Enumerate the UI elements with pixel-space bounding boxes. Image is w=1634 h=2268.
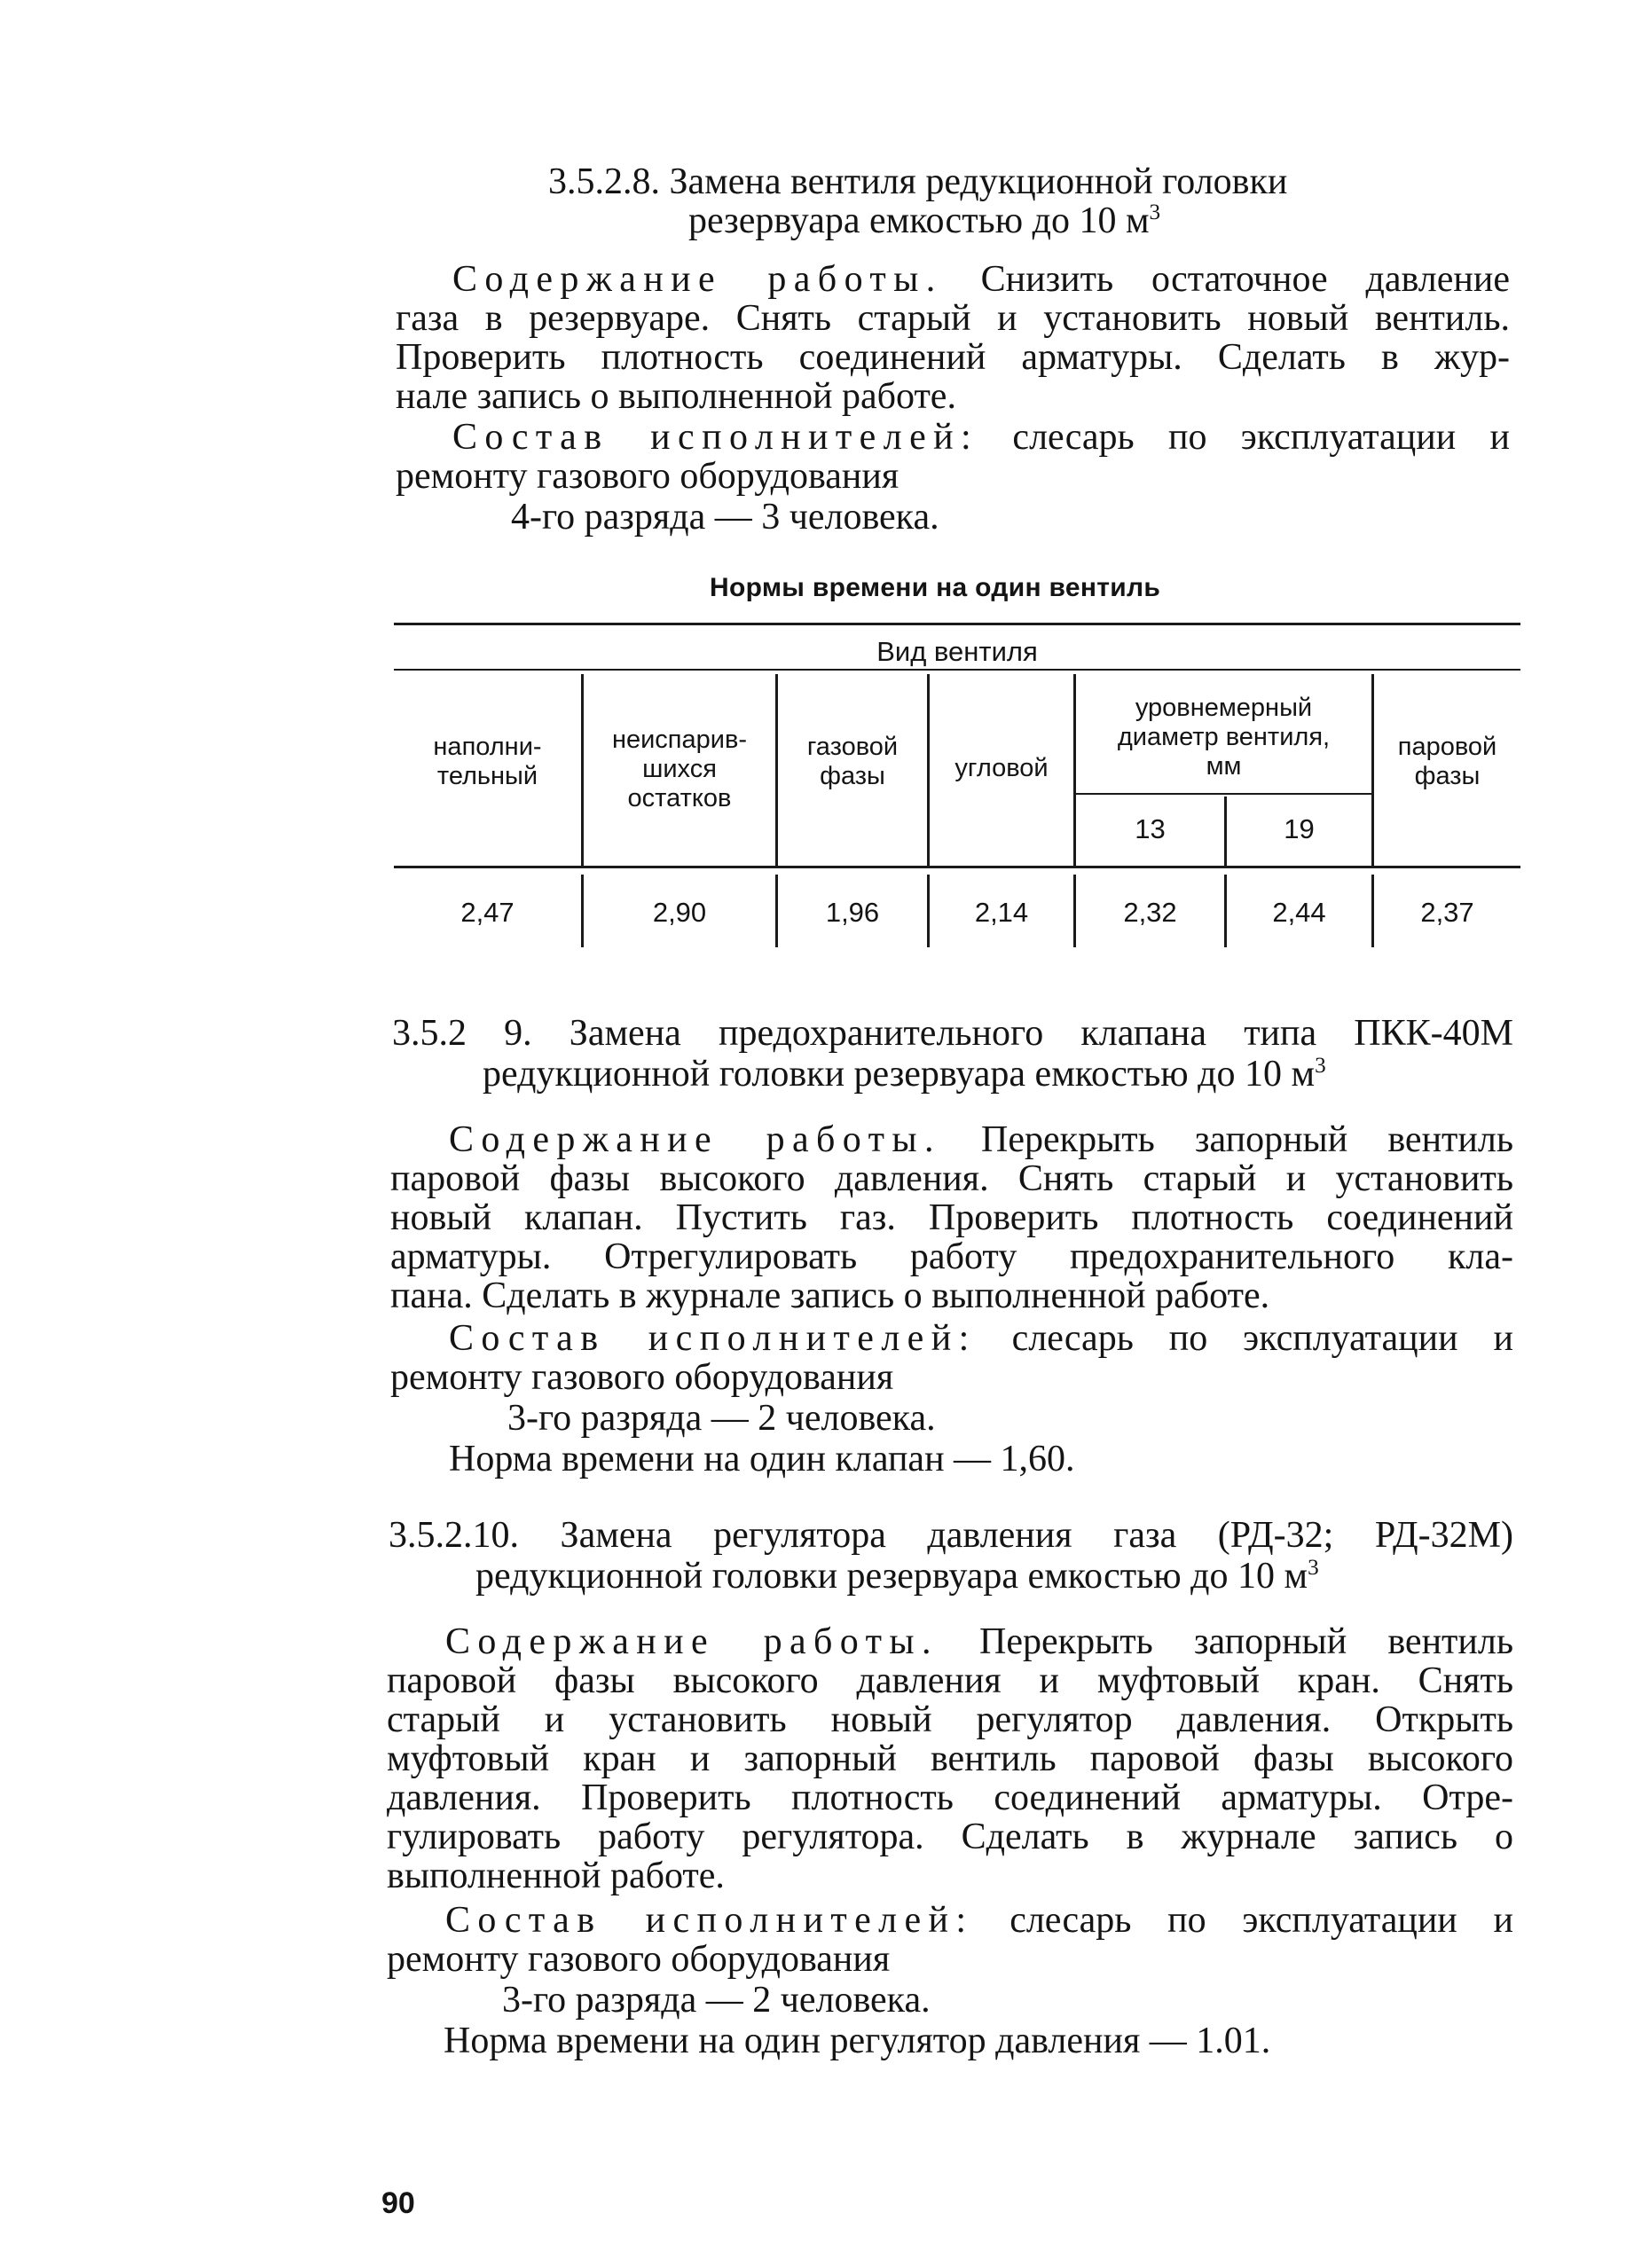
section-3-content-line6: гулировать работу регулятора. Сделать в журнале запись о [387,1817,1513,1857]
section-2-staff-line1: Состав исполнителей: слесарь по эксплуатации и [449,1318,1513,1359]
section-2-staff-line2: ремонту газового оборудования [390,1357,894,1398]
table-cell: 2,44 [1272,897,1326,928]
section-3-content-line2: паровой фазы высокого давления и муфтовый кран. Снять [387,1660,1513,1701]
col-header-level-gauge: уровнемерный диаметр вентиля, мм [1117,694,1331,781]
table-group-rule [394,669,1520,671]
col-header-residue: неиспарив- шихся остатков [611,726,748,812]
table-header-rule [394,866,1520,868]
table-top-rule [394,623,1520,625]
table-cell: 2,47 [460,897,515,928]
col-subheader-19: 19 [1284,813,1315,844]
section-3-content-line3: старый и установить новый регулятор давления. Открыть [387,1699,1513,1740]
section-1-title-line2: резервуара емкостью до 10 $м^3$ [688,200,1161,241]
section-2-content-line3: новый клапан. Пустить газ. Проверить плотность соединений [390,1197,1513,1238]
page-number: 90 [381,2186,415,2220]
table-cell: 2,37 [1420,897,1474,928]
section-1-content-line2: газа в резервуаре. Снять старый и установить новый вентиль. [396,298,1510,339]
section-3-content-line5: давления. Проверить плотность соединений арматуры. Отре- [387,1778,1513,1818]
col-header-filling: наполни- тельный [433,733,542,790]
section-2-norm: Норма времени на один клапан — 1,60. [449,1439,1075,1479]
section-1-content-line1: Содержание работы. Снизить остаточное давление [452,259,1511,300]
table-cell: 1,96 [825,897,880,928]
section-3-title-line1: 3.5.2.10. Замена регулятора давления газа (РД-32; РД-32М) [389,1515,1513,1556]
section-2-content-line2: паровой фазы высокого давления. Снять старый и установить [390,1158,1513,1199]
table-cell: 2,32 [1123,897,1177,928]
table-subheader-rule [1075,793,1371,795]
section-2-content-line5: пана. Сделать в журнале запись о выполненной работе. [390,1275,1270,1316]
section-2-staff-line3: 3-го разряда — 2 человека. [507,1398,936,1439]
staff-label: Состав исполнителей: [449,1318,977,1359]
col-subheader-13: 13 [1135,813,1166,844]
table-group-header: Вид вентиля [876,636,1038,667]
section-3-staff-line3: 3-го разряда — 2 человека. [502,1980,931,2021]
section-2-content-line4: арматуры. Отрегулировать работу предохранительного кла- [390,1236,1513,1277]
section-3-norm: Норма времени на один регулятор давления — 1.01. [444,2021,1271,2061]
table-caption: Нормы времени на один вентиль [710,573,1161,602]
section-1-staff-line1: Состав исполнителей: слесарь по эксплуатации и [452,417,1511,458]
section-1-staff-line2: ремонту газового оборудования [396,456,899,497]
section-3-content-line4: муфтовый кран и запорный вентиль паровой фазы высокого [387,1738,1513,1779]
section-1-content-line4: нале запись о выполненной работе. [396,376,956,417]
content-label: Содержание работы. [452,259,943,300]
section-2-content-line1: Содержание работы. Перекрыть запорный вентиль [449,1119,1513,1160]
section-3-title-line2: редукционной головки резервуара емкостью до 10 $м^3$ [475,1555,1319,1597]
section-2-title-line1: 3.5.2 9. Замена предохранительного клапана типа ПКК-40М [392,1013,1513,1054]
col-header-angular: угловой [954,754,1049,782]
staff-label: Состав исполнителей: [452,417,979,458]
table-cell: 2,14 [974,897,1029,928]
section-1-staff-line3: 4-го разряда — 3 человека. [511,497,939,538]
section-1-title-line1: 3.5.2.8. Замена вентиля редукционной головки [548,161,1288,202]
table-cell: 2,90 [652,897,707,928]
content-label: Содержание работы. [449,1119,941,1160]
col-header-gas-phase: газовой фазы [806,733,899,790]
section-3-staff-line2: ремонту газового оборудования [387,1939,891,1980]
section-3-content-line1: Содержание работы. Перекрыть запорный вентиль [445,1621,1513,1662]
staff-label: Состав исполнителей: [445,1900,974,1941]
section-3-staff-line1: Состав исполнителей: слесарь по эксплуатации и [445,1900,1513,1941]
section-3-content-line7: выполненной работе. [387,1856,725,1896]
section-1-content-line3: Проверить плотность соединений арматуры. Сделать в жур- [396,337,1510,378]
section-2-title-line2: редукционной головки резервуара емкостью до 10 $м^3$ [483,1053,1326,1095]
col-header-vapor-phase: паровой фазы [1397,733,1497,790]
content-label: Содержание работы. [445,1621,939,1662]
